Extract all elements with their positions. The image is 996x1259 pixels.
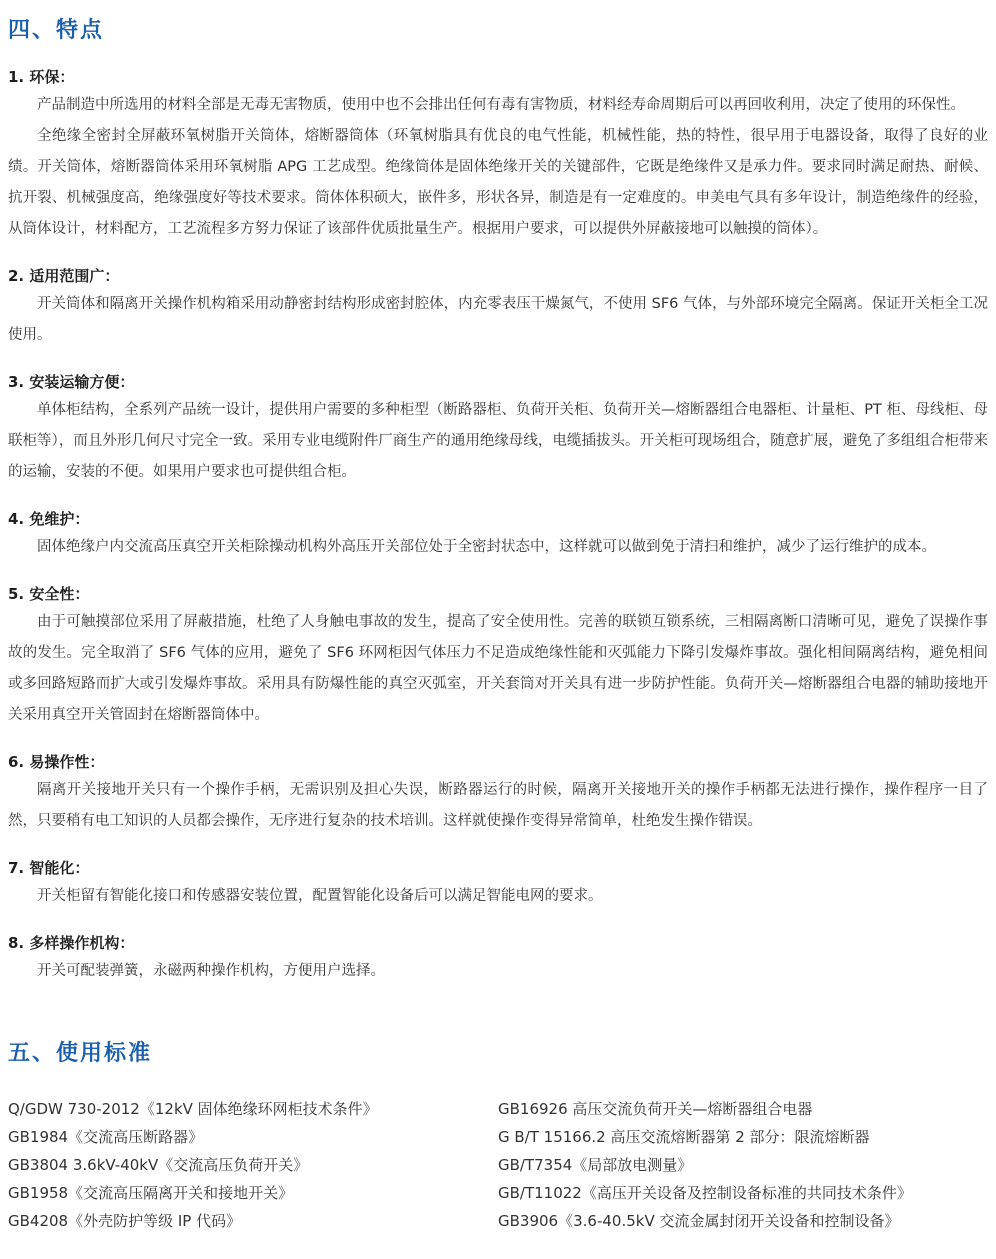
standards-section bbox=[8, 1039, 988, 1235]
standards-left-column bbox=[8, 1095, 498, 1235]
feature-heading: 7. 智能化： bbox=[8, 859, 90, 877]
standards-list bbox=[8, 1095, 988, 1235]
standard-item: G B/T 15166.2 高压交流熔断器第 2 部分：限流熔断器 bbox=[498, 1128, 870, 1146]
feature-paragraph: 隔离开关接地开关只有一个操作手柄，无需识别及担心失误，断路器运行的时候，隔离开关接地开关的操作手柄都无法进行操作，操作程序一目了然，只要稍有电工知识的人员都会操作，无序进行复杂的技术培训。这样就使操作变得异常简单，杜绝发生操作错误。 bbox=[8, 782, 988, 829]
feature-block-intelligent bbox=[8, 857, 988, 912]
standard-item: GB/T11022《高压开关设备及控制设备标准的共同技术条件》 bbox=[498, 1184, 912, 1202]
feature-heading: 8. 多样操作机构： bbox=[8, 934, 135, 952]
standard-item: GB4208《外壳防护等级 IP 代码》 bbox=[8, 1212, 242, 1230]
standard-item: Q/GDW 730-2012《12kV 固体绝缘环网柜技术条件》 bbox=[8, 1100, 378, 1118]
feature-block-easy-operation bbox=[8, 751, 988, 837]
feature-paragraph: 开关可配装弹簧，永磁两种操作机构，方便用户选择。 bbox=[37, 963, 385, 979]
standards-right-column bbox=[498, 1095, 988, 1235]
standard-item: GB1984《交流高压断路器》 bbox=[8, 1128, 204, 1146]
feature-paragraph: 全绝缘全密封全屏蔽环氧树脂开关筒体，熔断器筒体（环氧树脂具有优良的电气性能，机械性能，热的特性，很早用于电器设备，取得了良好的业绩。开关筒体，熔断器筒体采用环氧树脂 APG 工艺成型。绝缘筒体是固体绝缘开关的关键部件，它既是绝缘件又是承力件。要求同时满足耐热、耐候、抗开裂、机械强度高，绝缘强度好等技术要求。筒体体积硕大，嵌件多，形状各异，制造是有一定难度的。申美电气具有多年设计，制造绝缘件的经验，从筒体设计，材料配方，工艺流程多方努力保证了该部件优质批量生产。根据用户要求，可以提供外屏蔽接地可以触摸的筒体）。 bbox=[8, 128, 988, 237]
standard-item: GB1958《交流高压隔离开关和接地开关》 bbox=[8, 1184, 294, 1202]
feature-heading: 3. 安装运输方便： bbox=[8, 373, 135, 391]
feature-paragraph: 开关筒体和隔离开关操作机构箱采用动静密封结构形成密封腔体，内充零表压干燥氮气，不使用 SF6 气体，与外部环境完全隔离。保证开关柜全工况使用。 bbox=[8, 296, 988, 343]
feature-paragraph: 由于可触摸部位采用了屏蔽措施，杜绝了人身触电事故的发生，提高了安全使用性。完善的联锁互锁系统，三相隔离断口清晰可见，避免了误操作事故的发生。完全取消了 SF6 气体的应用，避免了 SF6 环网柜因气体压力不足造成绝缘性能和灭弧能力下降引发爆炸事故。强化相间隔离结构，避免相间或多回路短路而扩大或引发爆炸事故。采用具有防爆性能的真空灭弧室，开关套筒对开关具有进一步防护性能。负荷开关—熔断器组合电器的辅助接地开关采用真空开关管固封在熔断器筒体中。 bbox=[8, 614, 988, 723]
feature-block-operating-mechanisms bbox=[8, 932, 988, 987]
feature-block-safety bbox=[8, 583, 988, 731]
feature-block-wide-application bbox=[8, 265, 988, 351]
features-section bbox=[8, 16, 988, 987]
feature-heading: 6. 易操作性： bbox=[8, 753, 105, 771]
feature-heading: 2. 适用范围广： bbox=[8, 267, 120, 285]
feature-heading: 5. 安全性： bbox=[8, 585, 90, 603]
features-section-title: 四、特点 bbox=[8, 18, 105, 43]
feature-paragraph: 产品制造中所选用的材料全部是无毒无害物质，使用中也不会排出任何有毒有害物质，材料经寿命周期后可以再回收利用，决定了使用的环保性。 bbox=[37, 97, 965, 113]
standard-item: GB16926 高压交流负荷开关—熔断器组合电器 bbox=[498, 1100, 813, 1118]
feature-block-maintenance-free bbox=[8, 508, 988, 563]
feature-heading: 4. 免维护： bbox=[8, 510, 90, 528]
feature-paragraph: 开关柜留有智能化接口和传感器安装位置，配置智能化设备后可以满足智能电网的要求。 bbox=[37, 888, 603, 904]
feature-paragraph: 单体柜结构，全系列产品统一设计，提供用户需要的多种柜型（断路器柜、负荷开关柜、负荷开关—熔断器组合电器柜、计量柜、PT 柜、母线柜、母联柜等），而且外形几何尺寸完全一致。采用专业电缆附件厂商生产的通用绝缘母线，电缆插拔头。开关柜可现场组合，随意扩展，避免了多组组合柜带来的运输，安装的不便。如果用户要求也可提供组合柜。 bbox=[8, 402, 988, 480]
standard-item: GB/T7354《局部放电测量》 bbox=[498, 1156, 693, 1174]
feature-block-easy-transport bbox=[8, 371, 988, 488]
standard-item: GB3804 3.6kV-40kV《交流高压负荷开关》 bbox=[8, 1156, 309, 1174]
feature-paragraph: 固体绝缘户内交流高压真空开关柜除操动机构外高压开关部位处于全密封状态中，这样就可以做到免于清扫和维护，减少了运行维护的成本。 bbox=[37, 539, 936, 555]
feature-block-environmental bbox=[8, 66, 988, 245]
feature-heading: 1. 环保： bbox=[8, 68, 75, 86]
standards-section-title: 五、使用标准 bbox=[8, 1041, 153, 1066]
standard-item: GB3906《3.6-40.5kV 交流金属封闭开关设备和控制设备》 bbox=[498, 1212, 900, 1230]
